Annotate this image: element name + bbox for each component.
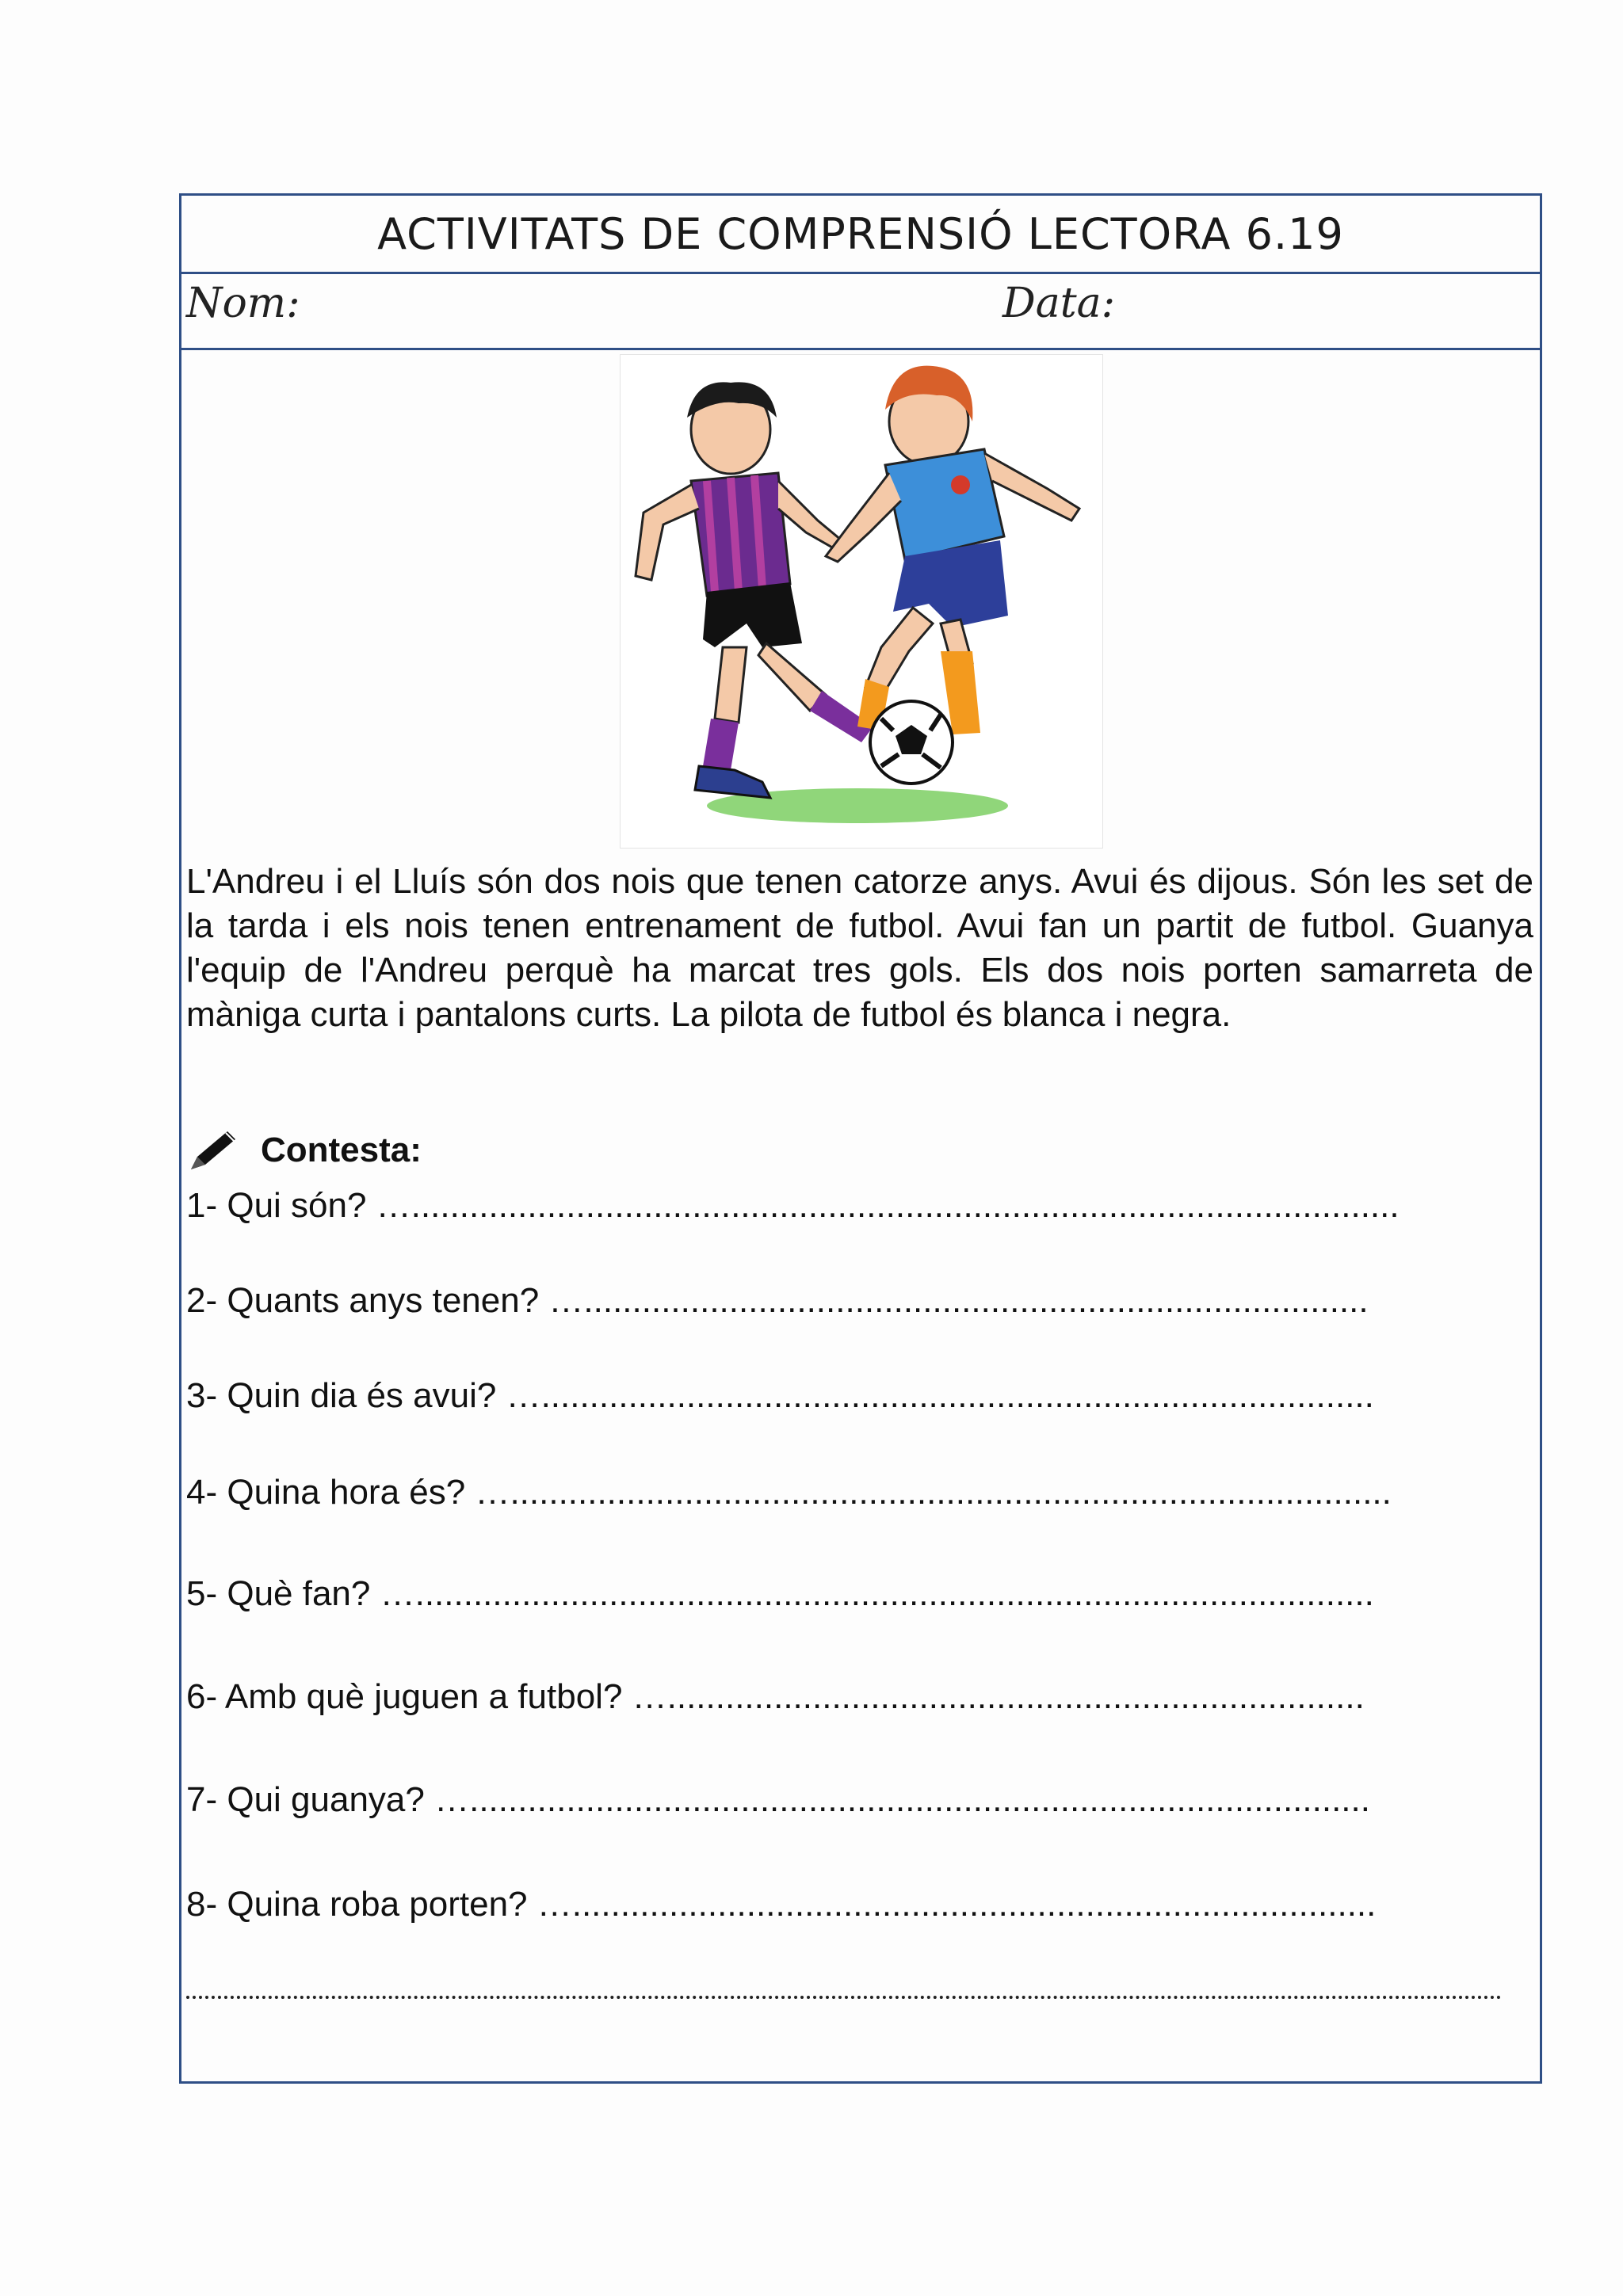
contesta-label: Contesta: <box>261 1131 422 1169</box>
question-5: 5- Què fan? …................................................................................................... <box>186 1574 1374 1613</box>
question-3: 3- Quin dia és avui? …...................................................................................... <box>186 1376 1374 1415</box>
question-8: 8- Quina roba porten? …................................................................................... <box>186 1885 1377 1924</box>
football-ball <box>870 701 953 784</box>
page-title: ACTIVITATS DE COMPRENSIÓ LECTORA 6.19 <box>377 208 1344 259</box>
name-date-row <box>181 272 1540 350</box>
question-1: 1- Qui són? …...................................................................................................... <box>186 1186 1400 1225</box>
pencil-icon <box>186 1127 242 1174</box>
question-2: 2- Quants anys tenen? …................................................................................. <box>186 1281 1369 1320</box>
reading-passage: L'Andreu i el Lluís són dos nois que tenen catorze anys. Avui és dijous. Són les set de la tarda i els nois tenen entrenament de futbol. Avui fan un partit de futbol. Guanya l'equip de l'Andreu perquè ha marcat tres gols. Els dos nois porten samarreta de màniga curta i pantalons curts. La pilota de futbol és blanca i negra. <box>186 862 1533 1034</box>
question-7: 7- Qui guanya? …............................................................................................. <box>186 1780 1370 1819</box>
name-label: Nom: <box>186 280 300 327</box>
question-4: 4- Quina hora és? …........................................................................................... <box>186 1473 1392 1512</box>
title-row <box>181 196 1540 274</box>
question-6: 6- Amb què juguen a futbol? …........................................................................ <box>186 1677 1365 1716</box>
answer-line <box>186 1996 1502 1999</box>
worksheet <box>179 193 1542 2084</box>
contesta-heading <box>186 1123 422 1178</box>
football-players-illustration <box>620 354 1103 849</box>
date-label: Data: <box>1002 280 1116 327</box>
